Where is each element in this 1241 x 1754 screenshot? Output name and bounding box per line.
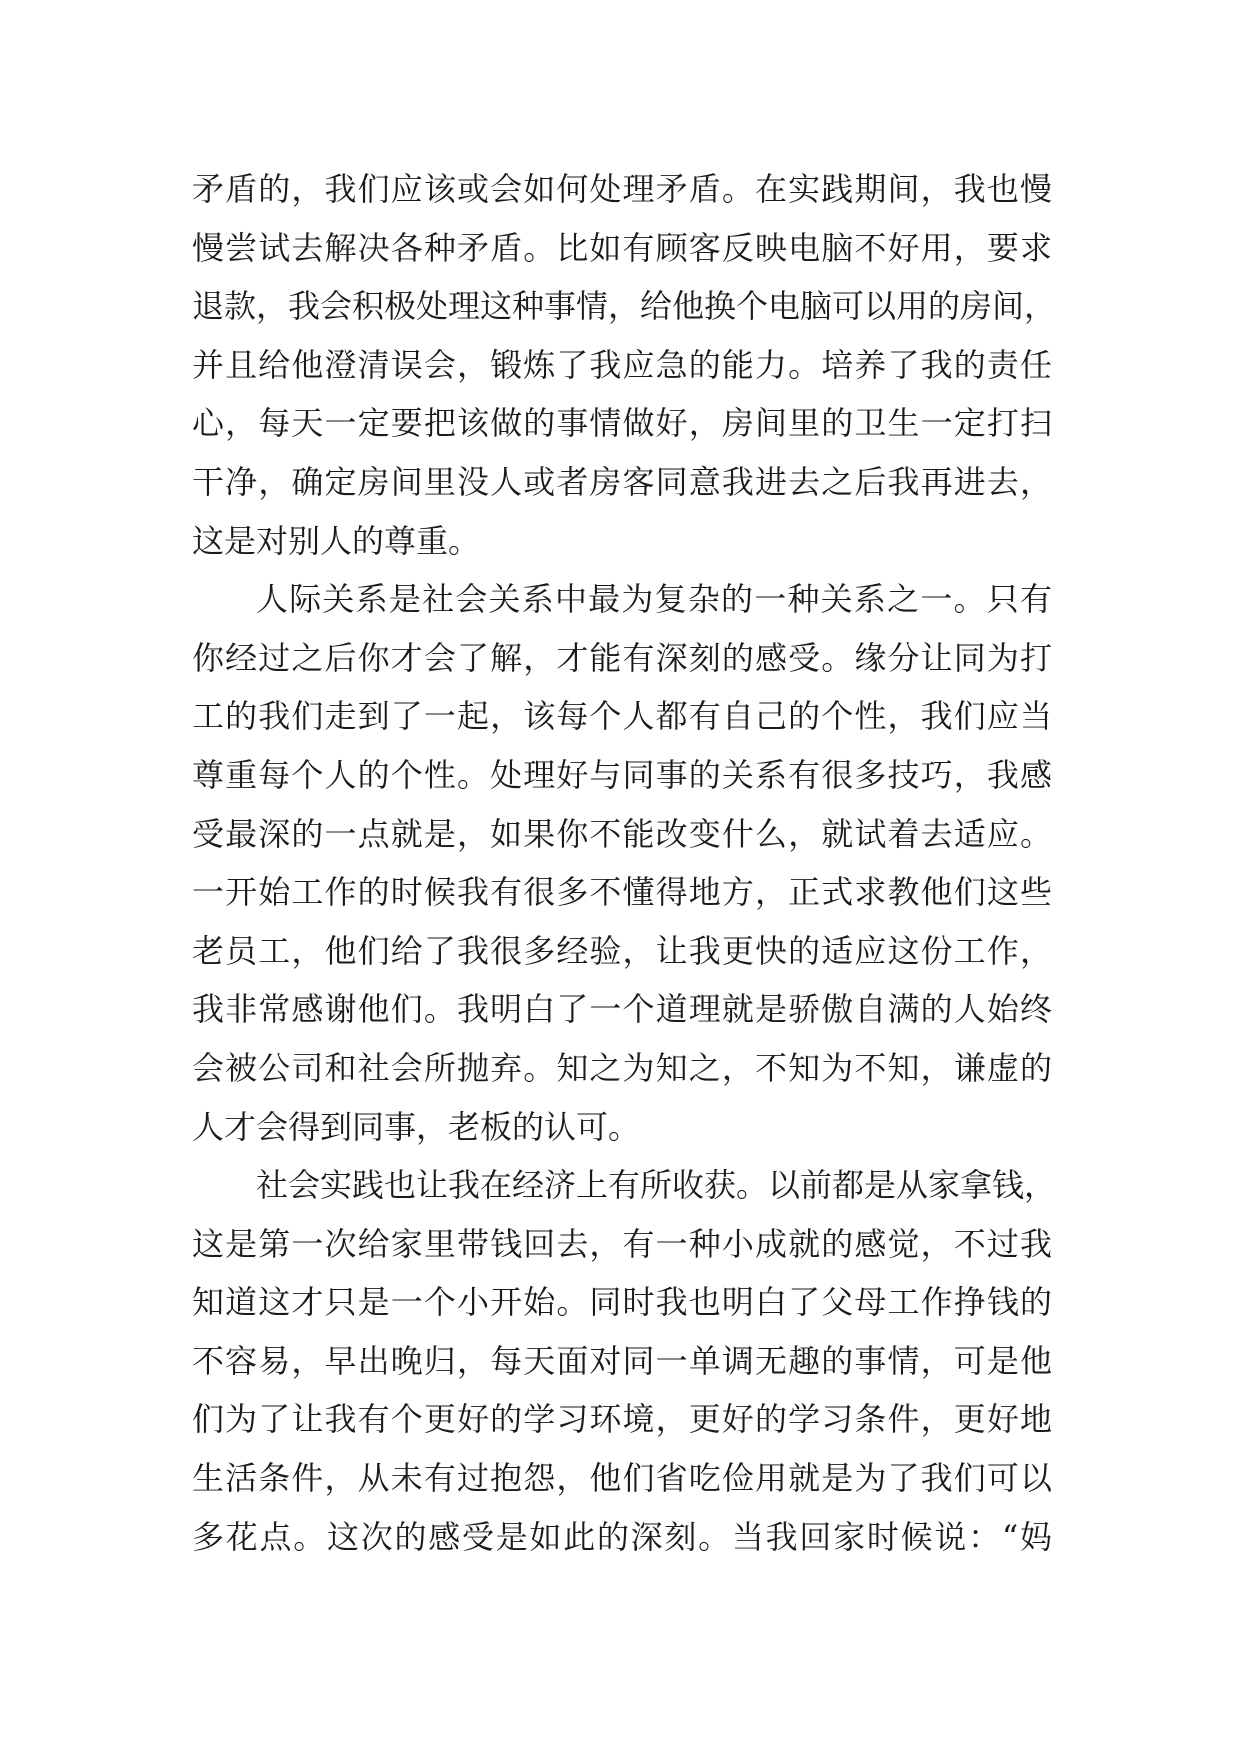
paragraph-2-line-4: 尊重每个人的个性。处理好与同事的关系有很多技巧，我感 — [192, 755, 1052, 794]
paragraph-2-line-8: 我非常感谢他们。我明白了一个道理就是骄傲自满的人始终 — [192, 990, 1052, 1029]
paragraph-2-line-5: 受最深的一点就是，如果你不能改变什么，就试着去适应。 — [192, 814, 1052, 853]
body-text — [192, 160, 1057, 1566]
paragraph-2-line-9: 会被公司和社会所抛弃。知之为知之，不知为不知，谦虚的 — [192, 1048, 1052, 1087]
paragraph-3-line-5: 们为了让我有个更好的学习环境，更好的学习条件，更好地 — [192, 1400, 1052, 1439]
paragraph-1-line-7: 这是对别人的尊重。 — [192, 521, 481, 560]
paragraph-3-line-2: 这是第一次给家里带钱回去，有一种小成就的感觉，不过我 — [192, 1224, 1052, 1263]
paragraph-2-line-1: 人际关系是社会关系中最为复杂的一种关系之一。只有 — [256, 580, 1052, 619]
paragraph-1-line-6: 干净，确定房间里没人或者房客同意我进去之后我再进去， — [192, 462, 1052, 501]
paragraph-2-line-2: 你经过之后你才会了解，才能有深刻的感受。缘分让同为打 — [192, 638, 1052, 677]
paragraph-1-line-3: 退款，我会积极处理这种事情，给他换个电脑可以用的房间， — [192, 287, 1057, 326]
paragraph-1-line-5: 心，每天一定要把该做的事情做好，房间里的卫生一定打扫 — [192, 404, 1052, 443]
paragraph-3-line-4: 不容易，早出晚归，每天面对同一单调无趣的事情，可是他 — [192, 1341, 1052, 1380]
paragraph-3-line-3: 知道这才只是一个小开始。同时我也明白了父母工作挣钱的 — [192, 1283, 1052, 1322]
paragraph-2-line-3: 工的我们走到了一起，该每个人都有自己的个性，我们应当 — [192, 697, 1052, 736]
paragraph-3-line-1: 社会实践也让我在经济上有所收获。以前都是从家拿钱， — [256, 1166, 1057, 1205]
paragraph-2-line-6: 一开始工作的时候我有很多不懂得地方，正式求教他们这些 — [192, 873, 1052, 912]
paragraph-1-line-1: 矛盾的，我们应该或会如何处理矛盾。在实践期间，我也慢 — [192, 170, 1052, 208]
paragraph-1-line-4: 并且给他澄清误会，锻炼了我应急的能力。培养了我的责任 — [192, 345, 1052, 384]
paragraph-2-line-10: 人才会得到同事，老板的认可。 — [192, 1107, 641, 1146]
paragraph-2-line-7: 老员工，他们给了我很多经验，让我更快的适应这份工作， — [192, 931, 1052, 970]
paragraph-3-line-7: 多花点。这次的感受是如此的深刻。当我回家时候说：“妈 — [192, 1517, 1052, 1556]
paragraph-1-line-2: 慢尝试去解决各种矛盾。比如有顾客反映电脑不好用，要求 — [192, 228, 1052, 267]
paragraph-3-line-6: 生活条件，从未有过抱怨，他们省吃俭用就是为了我们可以 — [192, 1459, 1052, 1498]
